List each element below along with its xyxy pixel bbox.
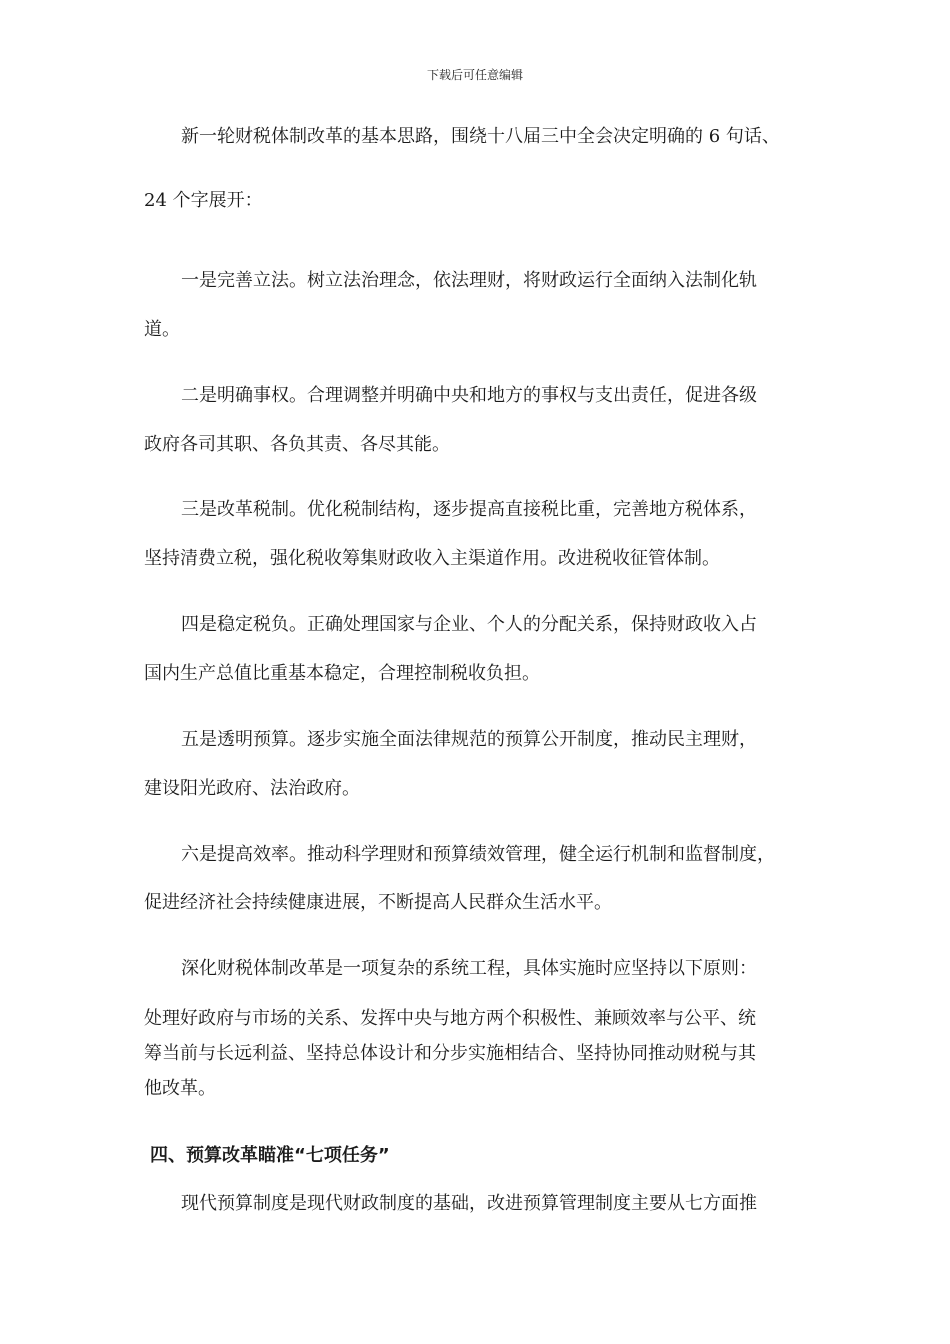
principles-line-4: 他改革。 [144,1078,216,1099]
point-4-line-2: 国内生产总值比重基本稳定，合理控制税收负担。 [144,663,540,684]
point-6-line-2: 促进经济社会持续健康进展，不断提高人民群众生活水平。 [144,892,612,913]
section-4-heading: 四、预算改革瞄准“七项任务” [150,1145,390,1166]
point-1-line-2: 道。 [144,319,180,340]
principles-line-1: 深化财税体制改革是一项复杂的系统工程，具体实施时应坚持以下原则： [181,958,757,979]
page-header: 下载后可任意编辑 [426,68,523,82]
point-5-line-2: 建设阳光政府、法治政府。 [144,778,360,799]
principles-line-2: 处理好政府与市场的关系、发挥中央与地方两个积极性、兼顾效率与公平、统 [144,1008,756,1029]
point-4-line-1: 四是稳定税负。正确处理国家与企业、个人的分配关系，保持财政收入占 [181,614,757,635]
point-6-line-1: 六是提高效率。推动科学理财和预算绩效管理，健全运行机制和监督制度， [181,844,775,865]
intro-line-2: 24 个字展开： [144,190,263,211]
point-2-line-2: 政府各司其职、各负其责、各尽其能。 [144,434,450,455]
point-1-line-1: 一是完善立法。树立法治理念，依法理财，将财政运行全面纳入法制化轨 [181,270,757,291]
point-2-line-1: 二是明确事权。合理调整并明确中央和地方的事权与支出责任，促进各级 [181,385,757,406]
intro-line-1: 新一轮财税体制改革的基本思路，围绕十八届三中全会决定明确的 6 句话、 [181,126,780,147]
point-5-line-1: 五是透明预算。逐步实施全面法律规范的预算公开制度，推动民主理财， [181,729,757,750]
point-3-line-1: 三是改革税制。优化税制结构，逐步提高直接税比重，完善地方税体系， [181,499,757,520]
principles-line-3: 筹当前与长远利益、坚持总体设计和分步实施相结合、坚持协同推动财税与其 [144,1043,756,1064]
point-3-line-2: 坚持清费立税，强化税收筹集财政收入主渠道作用。改进税收征管体制。 [144,548,720,569]
section-4-line-1: 现代预算制度是现代财政制度的基础，改进预算管理制度主要从七方面推 [181,1193,757,1214]
